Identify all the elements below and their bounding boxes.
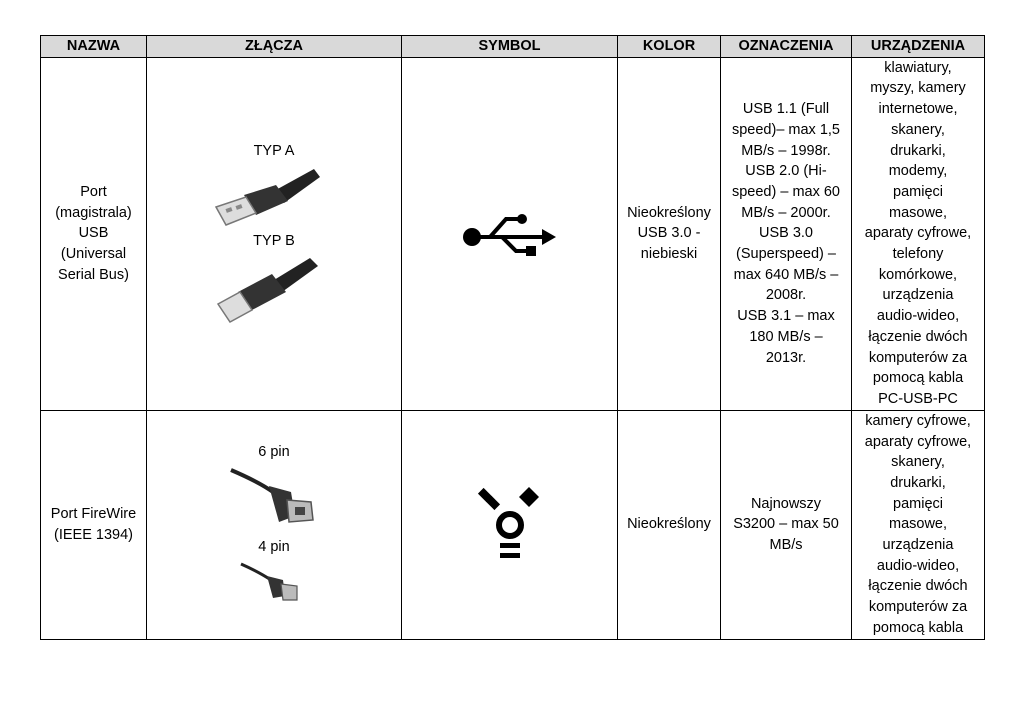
cell-line: skanery, [891,454,945,471]
header-color: KOLOR [618,36,721,58]
header-connectors: ZŁĄCZA [147,36,402,58]
cell-line: łączenie dwóch [868,328,968,345]
usb-type-b-plug-icon [214,252,334,327]
cell-line: aparaty cyfrowe, [864,225,972,242]
cell-line: MB/s – 1998r. [741,142,831,159]
cell-line: masowe, [888,204,948,221]
cell-line: Nieokreślony [627,204,711,221]
cell-line: łączenie dwóch [868,578,968,595]
name-cell [41,57,147,410]
cell-line: komórkowe, [878,266,958,283]
header-symbol: SYMBOL [402,36,618,58]
cell-line: USB [78,225,109,242]
cell-line: pamięci [893,495,943,512]
cell-line: MB/s [769,537,803,554]
cell-line: USB 2.0 (Hi- [745,163,827,180]
cell-line: Port FireWire [50,506,137,522]
cell-line: (IEEE 1394) [54,526,133,543]
cell-line: MB/s – 2000r. [741,204,831,221]
cell-line: USB 3.0 - [637,225,701,242]
cell-line: speed)– max 1,5 [731,121,840,138]
cell-line: 2008r. [765,287,807,304]
header-row [41,36,985,58]
cell-line: USB 1.1 (Full [742,101,830,118]
devices-cell [852,410,985,639]
color-cell [618,57,721,410]
cell-line: modemy, [888,163,948,180]
table-row [41,57,985,410]
firewire-6pin-plug-icon [229,462,319,537]
connector-label: 4 pin [258,539,290,556]
specs-cell [721,57,852,410]
cell-line: Nieokreślony [627,516,711,533]
symbol-cell [402,410,618,639]
cell-line: USB 3.1 – max [737,308,835,325]
cell-line: (Universal [60,246,127,263]
usb-type-a-plug-icon [214,161,334,231]
cell-line: niebieski [640,246,698,263]
connector-label: TYP A [253,142,295,159]
cell-line: PC-USB-PC [878,390,958,407]
cell-line: S3200 – max 50 [733,516,839,533]
cell-line: pomocą kabla [872,619,964,636]
cell-line: klawiatury, [884,59,952,76]
cell-line: speed) – max 60 [731,183,840,200]
cell-line: pomocą kabla [872,370,964,387]
devices-cell [852,57,985,410]
cell-line: telefony [892,246,944,263]
cell-line: Najnowszy [750,495,822,512]
cell-line: 180 MB/s – [749,328,823,345]
specs-cell [721,410,852,639]
connector-label: 6 pin [258,443,290,460]
color-cell [618,410,721,639]
header-specs: OZNACZENIA [721,36,852,58]
cell-line: drukarki, [890,142,946,159]
cell-line: internetowe, [878,101,958,118]
cell-line: (Superspeed) – [736,246,836,263]
firewire-4pin-plug-icon [239,558,309,608]
cell-line: Port [80,183,107,200]
cell-line: urządzenia [882,287,954,304]
connector-label: TYP B [253,233,295,250]
cell-line: (magistrala) [55,204,132,221]
cell-line: 2013r. [765,349,807,366]
cell-line: audio-wideo, [876,308,960,325]
cell-line: urządzenia [882,537,954,554]
cell-line: max 640 MB/s – [733,266,839,283]
cell-line: aparaty cyfrowe, [864,433,972,450]
cell-line: skanery, [891,121,945,138]
symbol-cell [402,57,618,410]
cell-line: pamięci [893,183,943,200]
usb-icon [462,209,558,259]
cell-line: drukarki, [890,474,946,491]
cell-line: komputerów za [868,349,968,366]
table-row [41,410,985,639]
connectors-cell [147,57,402,410]
cell-line: masowe, [888,516,948,533]
cell-line: komputerów za [868,599,968,616]
name-cell [41,410,147,639]
cell-line: Serial Bus) [58,266,129,283]
connectors-cell [147,410,402,639]
cell-line: kamery cyfrowe, [865,412,971,429]
header-name: NAZWA [41,36,147,58]
header-devices: URZĄDZENIA [852,36,985,58]
ports-table [40,35,985,640]
cell-line: myszy, kamery [870,80,966,97]
cell-line: audio-wideo, [876,557,960,574]
cell-line: USB 3.0 [759,225,813,242]
firewire-icon [475,485,545,565]
